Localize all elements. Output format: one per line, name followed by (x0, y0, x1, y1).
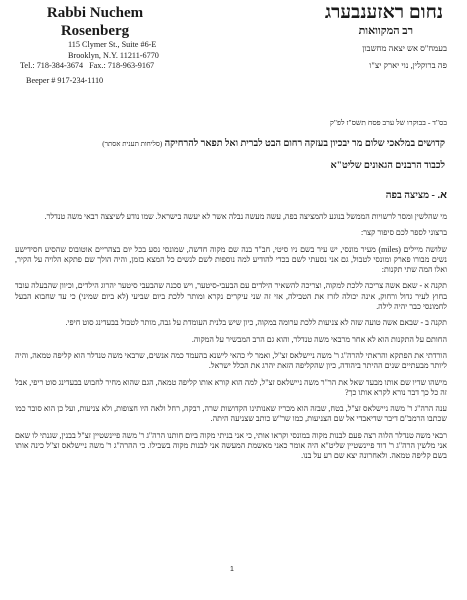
section-title: - מציצה בפה (385, 190, 435, 201)
paragraph: שלושה מיילים (miles) מעיר מונסי, יש עיר בשם ניו סיטי, חב"ד בנה שם מקוה חדשה, שמונסי נסע בכל יום בצהריים אוטובוס שהסיע חסידישע נשים מבורו פארק ומונסי לטבול, גם אני נסעתי לשם בכדי להודיע למה נוספות לשם לנשים כל המצא בזמן, והיה הולך שם פתקא הלויה על הקיר, ואלו המה שתי תקנות: (15, 244, 447, 275)
paragraph: תקנה א - שאם אשה צריכה ללכת למקוה, וצריכה להשאיר הילדים עם הבעבי-סיטער, ויש סכנה שהבעבי סיטער יהרוג הילדים, וכיוון שהבעלה עובד בחוץ לעיר גדול ורחוק, אינה יכולה לזרז את הטבילה, אזי זה שני עיקרים נקרא ומותר ללכת ביום שביעי (לא ביום שמיני) כי עד שחבוא הבעל לחמונסי כבר יהיה לילה. (15, 281, 447, 312)
paragraph: מישהו שדיו שם אותו מבעד שאל את הר"ר משה ניישלאס זצ"ל, למה הוא קורא אותו קליפה טמאה, הגם שהוא מחיר לחבוש בבעדינג סוט ריפי, אבל זה כל כך דבר נורא לקרא אותו כך? (15, 377, 447, 397)
letterhead-english (20, 4, 210, 86)
section-number: א. (437, 190, 447, 201)
paragraph: הורדתי את הפתקא והראתי להרה"ג ר' משה ניישלאס זצ"ל, ואמר לי כהאי לישנא בהעמד כמה אנשים, שרבאי משה טנדלר הוא קליפה טמאה, והיה ליותר מבעתיים שנים ההיתר ביהודה, כיון שהקליפה הזאת יהרג את הכלל ישראל. (15, 350, 447, 371)
letter-body (15, 212, 447, 468)
english-tel: Tel.: 718-384-3674 (20, 61, 84, 70)
hebrew-name: נחום ראזענבערג (324, 2, 443, 23)
paragraph: ענה הרה"ג ר' משה ניישלאס זצ"ל, בטח, שבזה הוא מכריז שאנותינו הקדושות שרה, רבקה, רחל ולאה היו חצופות, ולא צניעות, ועל כן הוא סובר כמו שכתבו הרמב"ם דיבר שדיאבדי אל שם הצניעות, כמו שר"ש כותב שצניעה היתה. (15, 404, 447, 424)
date-line: בס"ד - בבוקרו של ערב פסח תשס"ז לפ"ק (329, 118, 447, 127)
english-address: 115 Clymer St., Suite #6-E (68, 40, 157, 49)
paragraph: ברצוני לספר לכם סיפור קצר: (360, 228, 447, 238)
letterhead-hebrew (267, 2, 447, 71)
english-name: Rabbi Nuchem Rosenberg (46, 5, 144, 39)
english-beeper: Beeper # 917-234-1110 (26, 75, 104, 85)
hebrew-city: פה ברוקלין, נוי יארק יצ"ו (369, 61, 447, 70)
paragraph: החותם על התקנות הוא לא אחר מרבאי משה טנדלר, והוא גם הרב המבשיר על המקוה. (191, 334, 447, 344)
hebrew-subtitle: בעמח"ס אש יצאה מחשבון (362, 44, 447, 53)
paragraph: מי שהלשין ומסר לרשויות הממשל בנוגע להמציצה בפה, עשה מעשה נבלה אשר לא יעשה בישראל. שמו נודע לשיצצה רבאי משה טנדלר. (44, 212, 447, 221)
english-fax: Fax.: 718-963-9167 (89, 61, 155, 70)
paragraph: תקנה ב - שבאם אשה טועה שזה לא צניעות ללכת ערומה במקוה, כיון שיש בלנית העומדת על גבה, מותר לטבול בבעדינג סוט חיפי. (65, 318, 447, 328)
greeting: לכבוד הרבנים הגאונים שליט"א (330, 160, 445, 171)
english-city: Brooklyn, N.Y. 11211-6770 (68, 50, 159, 60)
paragraph: רבאי משה טנדלר הלוה רצה פעם לבנות מקוה במונסי וקראו אותי, כי אני בניתי מקוה ביום חותנו הרה"ג ר' משה פיינשטיין זצ"ל בבנין, שגנתי לו שאם אני מלשין הרה"ג ר' דוד פיינשטיין שליט"א היה אומר כאני מאשמת המעשה אני לבנות מקוה בשבילו. כי ההרה"ג ר' משה ניישלאס זצ"ל כינה אותו בשם קליפה טמאה. ולאחרונה יצא שם רע על בנו. (15, 430, 447, 461)
hebrew-title: רב המקוואות (358, 25, 413, 37)
headline-note: (סליחות תענית אסתר) (102, 140, 163, 148)
headline-text: קדושים במלאכי שלום מר יבכיון בעזקה רחום הבט לברית ואל תפאר להרחיקה (164, 138, 445, 149)
headline (5, 138, 445, 150)
section-heading (7, 190, 447, 201)
english-phone-row (20, 61, 210, 72)
page-number: 1 (230, 566, 234, 573)
